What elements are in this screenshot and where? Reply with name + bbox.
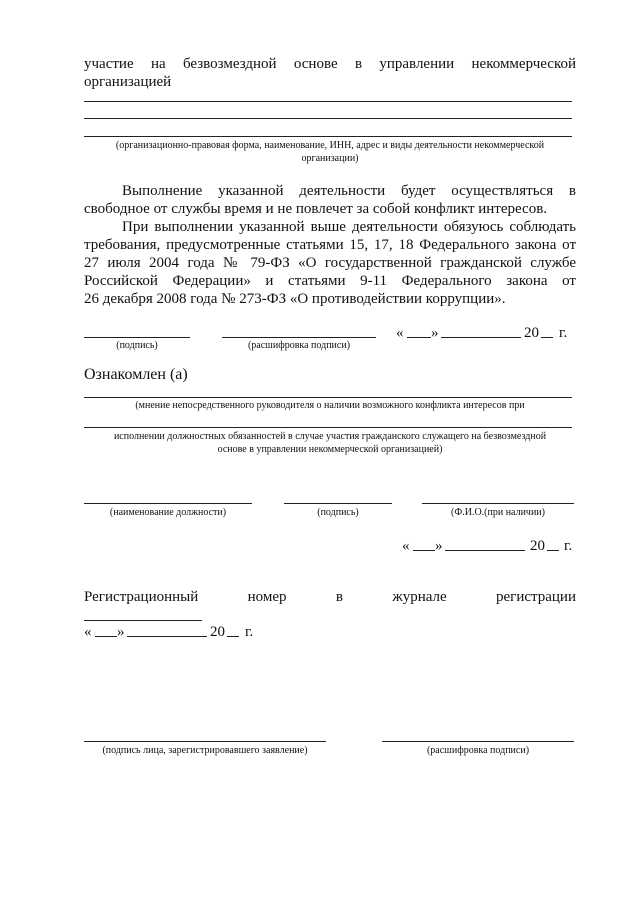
date1-close-quote: » bbox=[431, 325, 439, 341]
applicant-signature-line[interactable] bbox=[84, 337, 190, 338]
registrar-name-line[interactable] bbox=[382, 741, 574, 742]
manager-signature-line[interactable] bbox=[284, 503, 392, 504]
manager-name-caption: (Ф.И.О.(при наличии) bbox=[451, 507, 545, 518]
manager-signature-caption: (подпись) bbox=[317, 507, 359, 518]
acquainted-caption-line-3: основе в управлении некоммерческой организацией) bbox=[217, 444, 443, 455]
applicant-signature-caption: (подпись) bbox=[116, 340, 158, 351]
date3-month-line[interactable] bbox=[127, 636, 207, 637]
registration-label: Регистрационный номер в журнале регистрации bbox=[84, 589, 576, 605]
paragraph2-line-1: При выполнении указанной выше деятельности обязуюсь соблюдать bbox=[122, 219, 576, 235]
date3-year-suffix: г. bbox=[245, 624, 254, 640]
registrar-signature-line[interactable] bbox=[84, 741, 326, 742]
date1-year-line[interactable] bbox=[541, 337, 553, 338]
acquainted-caption-line-1: (мнение непосредственного руководителя о наличии возможного конфликта интересов при bbox=[135, 400, 525, 411]
date2-year-line[interactable] bbox=[547, 550, 559, 551]
registrar-signature-caption: (подпись лица, зарегистрировавшего заявление) bbox=[102, 745, 308, 756]
manager-opinion-line-1[interactable] bbox=[84, 397, 572, 398]
manager-position-caption: (наименование должности) bbox=[109, 507, 227, 518]
date1-year: 20 bbox=[524, 325, 539, 341]
date3-year-line[interactable] bbox=[227, 636, 239, 637]
date3-year: 20 bbox=[210, 624, 225, 640]
manager-opinion-line-2[interactable] bbox=[84, 427, 572, 428]
org-input-line-3[interactable] bbox=[84, 136, 572, 137]
date2-day-line[interactable] bbox=[413, 550, 435, 551]
org-caption-line-2: организации) bbox=[301, 153, 359, 164]
org-input-line-1[interactable] bbox=[84, 101, 572, 102]
applicant-name-line[interactable] bbox=[222, 337, 376, 338]
date2-year: 20 bbox=[530, 538, 545, 554]
date1-open-quote: « bbox=[396, 325, 404, 341]
manager-name-line[interactable] bbox=[422, 503, 574, 504]
paragraph1-line-2: свободное от службы время и не повлечет за собой конфликт интересов. bbox=[84, 201, 548, 217]
date3-day-line[interactable] bbox=[95, 636, 117, 637]
applicant-name-caption: (расшифровка подписи) bbox=[247, 340, 351, 351]
intro-line-1: участие на безвозмездной основе в управлении некоммерческой bbox=[84, 56, 576, 72]
intro-line-2: организацией bbox=[84, 74, 172, 90]
manager-position-line[interactable] bbox=[84, 503, 252, 504]
paragraph2-line-4: Российской Федерации» и статьями 9-11 Федерального закона от bbox=[84, 273, 576, 289]
registration-number-line[interactable] bbox=[84, 620, 202, 621]
date2-year-suffix: г. bbox=[564, 538, 573, 554]
date1-year-suffix: г. bbox=[559, 325, 568, 341]
date3-open-quote: « bbox=[84, 624, 92, 640]
acquainted-caption-line-2: исполнении должностных обязанностей в случае участия гражданского служащего на безвозмездной bbox=[113, 431, 547, 442]
date2-close-quote: » bbox=[435, 538, 443, 554]
date2-month-line[interactable] bbox=[445, 550, 525, 551]
paragraph2-line-2: требования, предусмотренные статьями 15, 17, 18 Федерального закона от bbox=[84, 237, 576, 253]
paragraph2-line-3: 27 июля 2004 года № 79-ФЗ «О государственной гражданской службе bbox=[84, 255, 576, 271]
date1-month-line[interactable] bbox=[441, 337, 521, 338]
paragraph1-line-1: Выполнение указанной деятельности будет осуществляться в bbox=[122, 183, 576, 199]
date3-close-quote: » bbox=[117, 624, 125, 640]
org-caption-line-1: (организационно-правовая форма, наименование, ИНН, адрес и виды деятельности некоммерческой bbox=[115, 140, 545, 151]
date2-open-quote: « bbox=[402, 538, 410, 554]
paragraph2-line-5: 26 декабря 2008 года № 273-ФЗ «О противодействии коррупции». bbox=[84, 291, 506, 307]
registrar-name-caption: (расшифровка подписи) bbox=[426, 745, 530, 756]
date1-day-line[interactable] bbox=[407, 337, 431, 338]
org-input-line-2[interactable] bbox=[84, 118, 572, 119]
acquainted-label: Ознакомлен (а) bbox=[84, 366, 188, 383]
